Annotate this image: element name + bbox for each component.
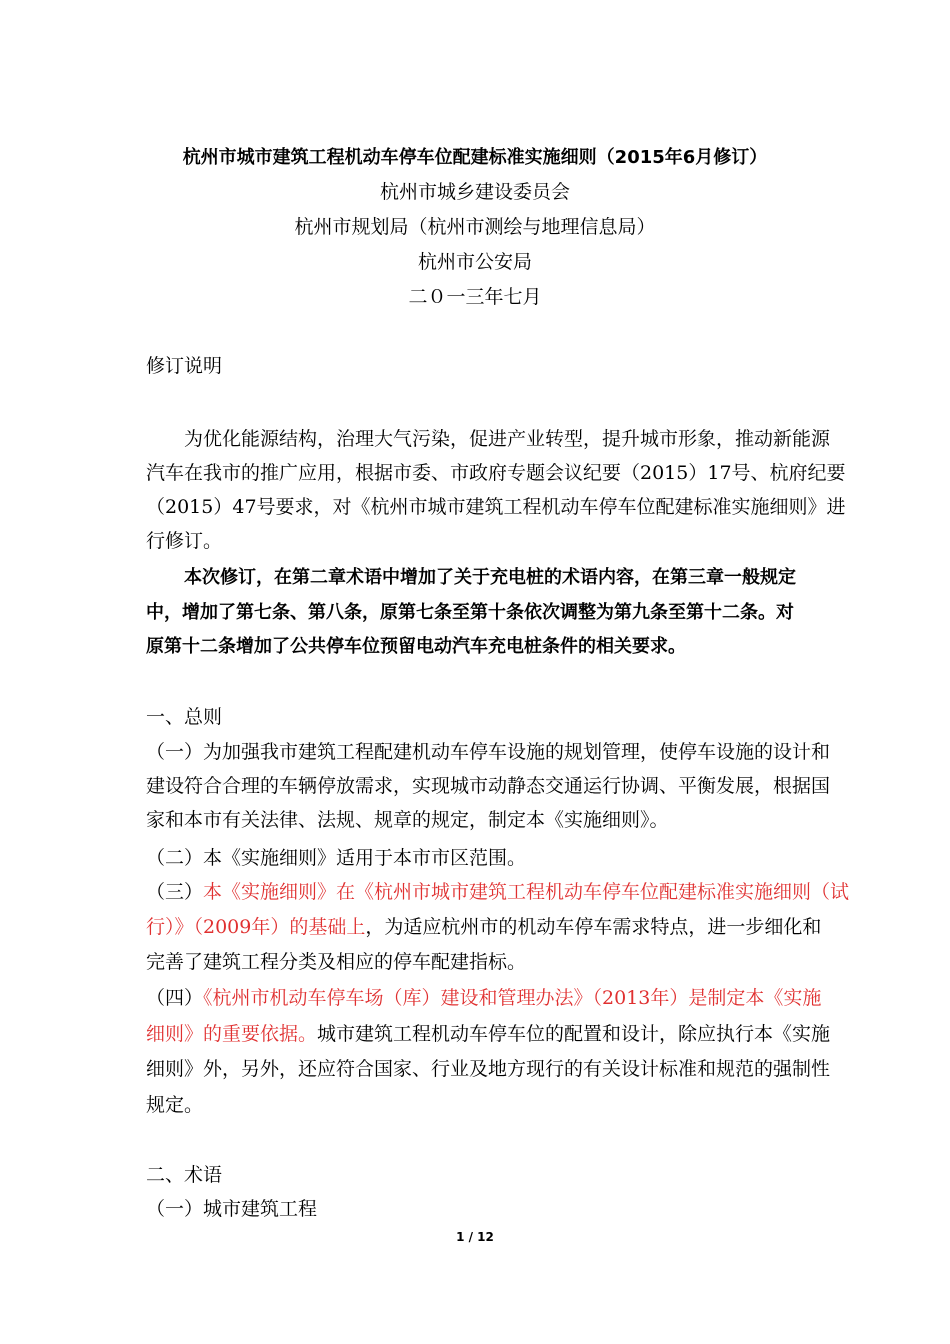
revision-paragraph-1-line: 汽车在我市的推广应用，根据市委、市政府专题会议纪要（2015）17号、杭府纪要 bbox=[146, 462, 846, 484]
section-1-heading: 一、总则 bbox=[146, 706, 223, 728]
revision-paragraph-2-line: 中，增加了第七条、第八条，原第七条至第十条依次调整为第九条至第十二条。对 bbox=[146, 602, 794, 623]
item-4-highlight: 细则》的重要依据。 bbox=[146, 1023, 318, 1045]
issue-date: 二０一三年七月 bbox=[408, 286, 542, 308]
section-1-item-1-line: 建设符合合理的车辆停放需求，实现城市动静态交通运行协调、平衡发展，根据国 bbox=[146, 775, 831, 797]
section-1-item-3-line-3: 完善了建筑工程分类及相应的停车配建指标。 bbox=[146, 951, 527, 973]
item-4-highlight: 《杭州市机动车停车场（库）建设和管理办法》（2013年）是制定本《实施 bbox=[203, 987, 822, 1009]
revision-paragraph-2-line: 原第十二条增加了公共停车位预留电动汽车充电桩条件的相关要求。 bbox=[146, 636, 686, 657]
section-1-item-1-line: 家和本市有关法律、法规、规章的规定，制定本《实施细则》。 bbox=[146, 809, 669, 831]
revision-paragraph-1-line: 行修订。 bbox=[146, 530, 223, 552]
section-2-heading: 二、术语 bbox=[146, 1164, 223, 1186]
item-3-text: ，为适应杭州市的机动车停车需求特点，进一步细化和 bbox=[365, 916, 822, 938]
section-1-item-4-line-2 bbox=[146, 1022, 846, 1046]
revision-paragraph-1-line: 为优化能源结构，治理大气污染，促进产业转型，提升城市形象，推动新能源 bbox=[184, 428, 831, 450]
issuer-line-2: 杭州市规划局（杭州市测绘与地理信息局） bbox=[294, 216, 656, 238]
section-1-item-4-line-1 bbox=[146, 986, 846, 1010]
section-1-item-3-line-1 bbox=[146, 880, 850, 904]
item-3-highlight: 行）》（2009年）的基础上 bbox=[146, 916, 366, 938]
section-1-item-4-line-3: 细则》外，另外，还应符合国家、行业及地方现行的有关设计标准和规范的强制性 bbox=[146, 1058, 831, 1080]
item-3-number: （三） bbox=[146, 881, 204, 903]
document-title: 杭州市城市建筑工程机动车停车位配建标准实施细则（2015年6月修订） bbox=[182, 147, 768, 168]
item-4-text: 城市建筑工程机动车停车位的配置和设计，除应执行本《实施 bbox=[317, 1023, 831, 1045]
section-1-item-4-line-4: 规定。 bbox=[146, 1094, 204, 1116]
item-4-number: （四） bbox=[146, 987, 204, 1009]
revision-paragraph-2-line: 本次修订，在第二章术语中增加了关于充电桩的术语内容，在第三章一般规定 bbox=[184, 567, 796, 588]
section-1-item-1-line: （一）为加强我市建筑工程配建机动车停车设施的规划管理，使停车设施的设计和 bbox=[146, 741, 831, 763]
issuer-line-1: 杭州市城乡建设委员会 bbox=[379, 181, 570, 203]
issuer-line-3: 杭州市公安局 bbox=[417, 251, 532, 273]
section-2-item-1: （一）城市建筑工程 bbox=[146, 1198, 318, 1220]
section-1-item-3-line-2 bbox=[146, 915, 846, 939]
page-number: 1 / 12 bbox=[456, 1230, 494, 1244]
section-1-item-2: （二）本《实施细则》适用于本市市区范围。 bbox=[146, 847, 527, 869]
item-3-highlight: 本《实施细则》在《杭州市城市建筑工程机动车停车位配建标准实施细则（试 bbox=[203, 881, 850, 903]
revision-paragraph-1-line: （2015）47号要求，对《杭州市城市建筑工程机动车停车位配建标准实施细则》进 bbox=[146, 496, 846, 518]
revision-heading: 修订说明 bbox=[146, 355, 223, 377]
